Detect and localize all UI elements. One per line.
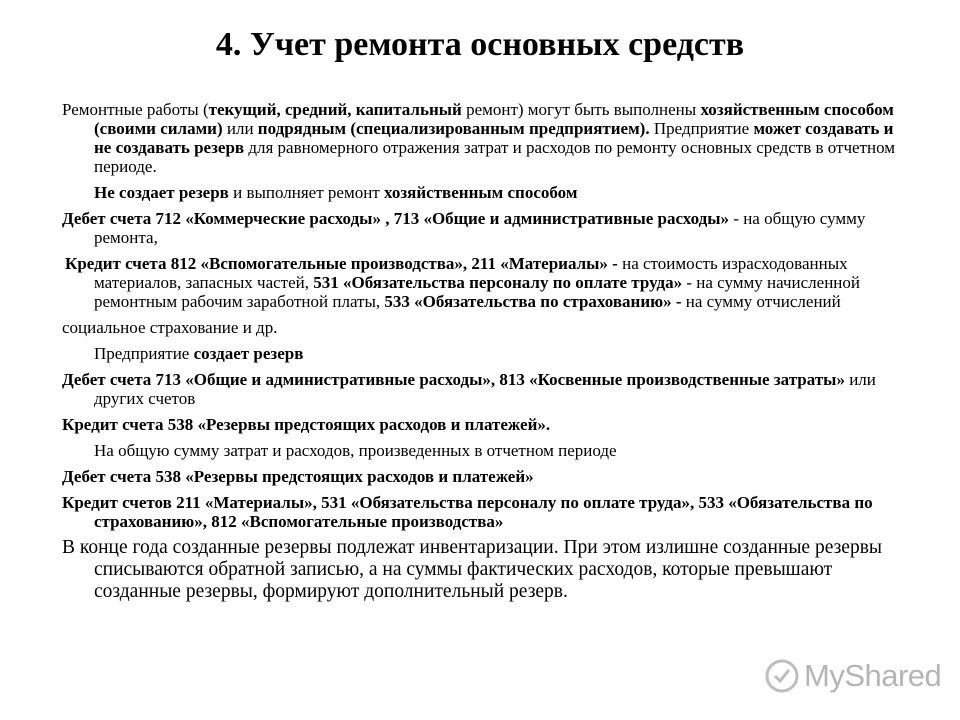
text-run: создает резерв [193, 344, 304, 363]
text-run: Предприятие [94, 344, 194, 363]
text-run: или [222, 119, 258, 138]
text-run: Не создает резерв [94, 183, 229, 202]
text-run: 533 «Обязательства по страхованию» - [384, 292, 682, 311]
paragraph-debit-712 [62, 209, 902, 247]
myshared-watermark [764, 656, 944, 696]
text-run: Дебет счета 713 «Общие и административные расходы», 813 «Косвенные производственные затраты» [62, 370, 845, 389]
text-run: ремонт) могут быть выполнены [461, 100, 701, 119]
text-run: на стоимость израсходованных материалов, запасных частей, [94, 254, 848, 292]
myshared-logo-icon [764, 658, 800, 694]
text-run: социальное страхование и др. [62, 318, 278, 337]
text-run: для равномерного отражения затрат и расходов по ремонту основных средств в отчетном периоде. [94, 138, 896, 176]
slide-content [62, 100, 902, 610]
paragraph-credit-538 [62, 415, 902, 434]
text-run: Ремонтные работы ( [62, 100, 209, 119]
text-run: - на сумму начисленной ремонтным рабочим заработной платы, [94, 273, 861, 311]
paragraph-social-insurance [62, 318, 902, 337]
paragraph-credit-211 [62, 493, 902, 531]
paragraph-creates-reserve [62, 344, 902, 363]
text-run: и выполняет ремонт [228, 183, 384, 202]
text-run: может создавать и не создавать резерв [94, 119, 894, 157]
paragraph-total-costs [62, 441, 902, 460]
text-run: хозяйственным способом [383, 183, 578, 202]
paragraph-intro [62, 100, 902, 176]
text-run: Дебет счета 538 «Резервы предстоящих расходов и платежей» [62, 467, 534, 486]
text-run: подрядным (специализированным предприятием). [257, 119, 650, 138]
slide-title: 4. Учет ремонта основных средств [215, 26, 745, 63]
text-run: текущий, средний, капитальный [208, 100, 462, 119]
paragraph-debit-538 [62, 467, 902, 486]
text-run: На общую сумму затрат и расходов, произведенных в отчетном периоде [94, 441, 617, 460]
paragraph-year-end [62, 537, 902, 603]
text-run: Дебет счета 712 «Коммерческие расходы» , 713 «Общие и административные расходы» [62, 209, 730, 228]
text-run: хозяйственным способом (своими силами) [94, 100, 894, 138]
text-run: Кредит счета 538 «Резервы предстоящих расходов и платежей». [62, 415, 551, 434]
paragraph-no-reserve [62, 183, 902, 202]
text-run: на сумму отчислений [681, 292, 841, 311]
text-run: Кредит счета 812 «Вспомогательные производства», 211 «Материалы» - [65, 254, 618, 273]
text-run: 531 «Обязательства персоналу по оплате труда» [313, 273, 683, 292]
text-run: Предприятие [649, 119, 754, 138]
text-run: В конце года созданные резервы подлежат инвентаризации. При этом излишне созданные резервы списываются обратной записью, а на суммы фактических расходов, которые превышают созданные резервы, формируют дополнительный резерв. [62, 537, 883, 602]
text-run: или других счетов [94, 370, 876, 408]
text-run: - на общую сумму ремонта, [94, 209, 866, 247]
paragraph-debit-713 [62, 370, 902, 408]
paragraph-credit-812 [62, 254, 902, 311]
watermark-text: MyShared [804, 658, 942, 693]
text-run: Кредит счетов 211 «Материалы», 531 «Обязательства персоналу по оплате труда», 533 «Обязательства по страхованию», 812 «Вспомогательные производства» [62, 493, 873, 531]
